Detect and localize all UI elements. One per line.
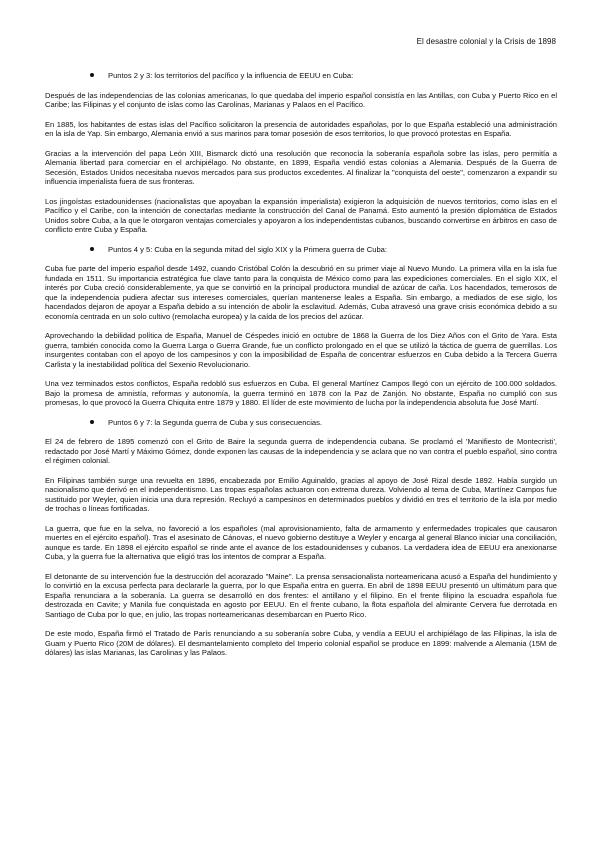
paragraph: Los jingoístas estadounidenses (nacionalistas que apoyaban la expansión imperialista) exigieron la adquisición de nuevos territorios, como islas en el Pacífico y el Caribe, con la intención de conectarlas mediante la construcción del Canal de Panamá. Esto aumentó la presión diplomática de Estados Unidos sobre Cuba, a la que le otorgaron ventajas comerciales y apoyaron a los independentistas cubanos, buscando convertirse en árbitros en caso de conflicto entre Cuba y España. xyxy=(45,196,557,234)
section-heading-text: Puntos 6 y 7: la Segunda guerra de Cuba y sus consecuencias. xyxy=(108,417,323,427)
paragraph: Aprovechando la debilidad política de España, Manuel de Céspedes inició en octubre de 1868 la Guerra de los Diez Años con el Grito de Yara. Esta guerra, también conocida como la Guerra Larga o Guerra Grande, fue un conflicto prolongado en el que se utilizó la táctica de guerra de guerrillas. Los insurgentes contaban con el apoyo de los campesinos y con la imposibilidad de España de concentrar esfuerzos en Cuba debido a la Tercera Guerra Carlista y la inestabilidad política del Sexenio Revolucionario. xyxy=(45,331,557,369)
paragraph: El 24 de febrero de 1895 comenzó con el Grito de Baire la segunda guerra de independencia cubana. Se proclamó el 'Manifiesto de Montecristi', redactado por José Martí y Máximo Gómez, donde exponen las causas de la independencia y se aclara que no van contra el pueblo español, sino contra el régimen colonial. xyxy=(45,437,557,465)
bullet-icon xyxy=(90,247,94,251)
paragraph: Gracias a la intervención del papa León XIII, Bismarck dictó una resolución que reconocía la soberanía española sobre las islas, pero permitía a Alemania libertad para comerciar en el archipiélago. No obstante, en 1899, España vendió estas colonias a Alemania. Después de la Guerra de Secesión, Estados Unidos necesitaba nuevos mercados para sus productos excedentes. Al finalizar la "conquista del oeste", comenzaron a expandir su influencia imperialista fuera de sus fronteras. xyxy=(45,148,557,186)
paragraph: En 1885, los habitantes de estas islas del Pacífico solicitaron la presencia de autoridades españolas, por lo que España estableció una administración en la isla de Yap. Sin embargo, Alemania envió a sus marinos para tomar posesión de esos territorios, lo que provocó protestas en España. xyxy=(45,119,557,138)
bullet-icon xyxy=(90,73,94,77)
paragraph: El detonante de su intervención fue la destrucción del acorazado "Maine". La prensa sensacionalista norteamericana acusó a España del hundimiento y lo convirtió en la excusa perfecta para declararle la guerra, por lo que España entra en guerra. En abril de 1898 EEUU presentó un ultimátum para que España renunciara a la soberanía. La guerra se desarrolló en dos frentes: el antillano y el filipino. En el frente filipino la escuadra española fue destrozada en Cavite; y Manila fue conquistada en agosto por EEUU. En el frente cubano, la flota española del almirante Cervera fue derrotada en Santiago de Cuba por lo que, en julio, las tropas norteamericanas desembarcan en Puerto Rico. xyxy=(45,571,557,619)
bullet-icon xyxy=(90,420,94,424)
paragraph: Una vez terminados estos conflictos, España redobló sus esfuerzos en Cuba. El general Martínez Campos llegó con un ejército de 100.000 soldados. Bajo la promesa de amnistía, reformas y autonomía, la guerra terminó en 1878 con la Paz de Zanjón. No obstante, España no cumplió con sus promesas, lo que provocó la Guerra Chiquita entre 1879 y 1880. El líder de este movimiento de lucha por la independencia absoluta fue José Martí. xyxy=(45,379,557,407)
page-header: El desastre colonial y la Crisis de 1898 xyxy=(416,37,556,46)
paragraph: Después de las independencias de las colonias americanas, lo que quedaba del imperio español consistía en las Antillas, con Cuba y Puerto Rico en el Caribe; las Filipinas y el conjunto de islas como las Carolinas, Marianas y Palaos en el Pacífico. xyxy=(45,90,557,109)
section-heading-text: Puntos 4 y 5: Cuba en la segunda mitad del siglo XIX y la Primera guerra de Cuba: xyxy=(108,244,388,254)
paragraph: De este modo, España firmó el Tratado de París renunciando a su soberanía sobre Cuba, y vendía a EEUU el archipiélago de las Filipinas, la isla de Guam y Puerto Rico (20M de dólares). El desmantelamiento completo del Imperio colonial español se produce en 1899: malvende a Alemania (15M de dólares) las islas Marianas, las Carolinas y las Palaos. xyxy=(45,629,557,657)
section-heading-territorios xyxy=(90,71,557,81)
section-heading-cuba-siglo-xix xyxy=(90,245,557,255)
document-body xyxy=(45,71,557,668)
section-heading-segunda-guerra xyxy=(90,418,557,428)
paragraph: En Filipinas también surge una revuelta en 1896, encabezada por Emilio Aguinaldo, gracias al apoyo de José Rizal desde 1892. Había surgido un nacionalismo que derivó en el independentismo. Las tropas españolas actuaron con extrema dureza. Volviendo al tema de Cuba, Martínez Campos fue sustituido por Weyler, quien inicia una dura represión. Recluyó a campesinos en determinados pueblos y dividió en tres el territorio de la isla por medio de trochas o líneas fortificadas. xyxy=(45,475,557,513)
paragraph: Cuba fue parte del imperio español desde 1492, cuando Cristóbal Colón la descubrió en su primer viaje al Nuevo Mundo. La primera villa en la isla fue fundada en 1511. Su importancia estratégica fue clave tanto para la conquista de México como para las expediciones comerciales. En el siglo XIX, el interés por Cuba creció considerablemente, ya que se convirtió en la principal productora mundial de azúcar de caña. Los hacendados, temerosos de que la independencia pudiera afectar sus intereses comerciales, querían mantenerse leales a España. Sin embargo, a mediados de ese siglo, los hacendados dejaron de apoyar a España debido a su intención de abolir la esclavitud. Además, Cuba atravesó una grave crisis económica debido a su economía centrada en un solo cultivo (remolacha europea) y la caída de los precios del azúcar. xyxy=(45,264,557,321)
paragraph: La guerra, que fue en la selva, no favoreció a los españoles (mal aprovisionamiento, falta de armamento y enfermedades tropicales que causaron muertes en el ejército español). Tras el asesinato de Cánovas, el nuevo gobierno destituye a Weyler y encarga al general Blanco iniciar una conciliación, aunque es tarde. En 1898 el ejército español se rinde ante el avance de los estadounidenses y cubanos. La verdadera idea de EEUU era anexionarse Cuba, y la guerra fue la alternativa que eligió tras los intentos de comprar a España. xyxy=(45,523,557,561)
section-heading-text: Puntos 2 y 3: los territorios del pacífico y la influencia de EEUU en Cuba: xyxy=(108,71,354,80)
